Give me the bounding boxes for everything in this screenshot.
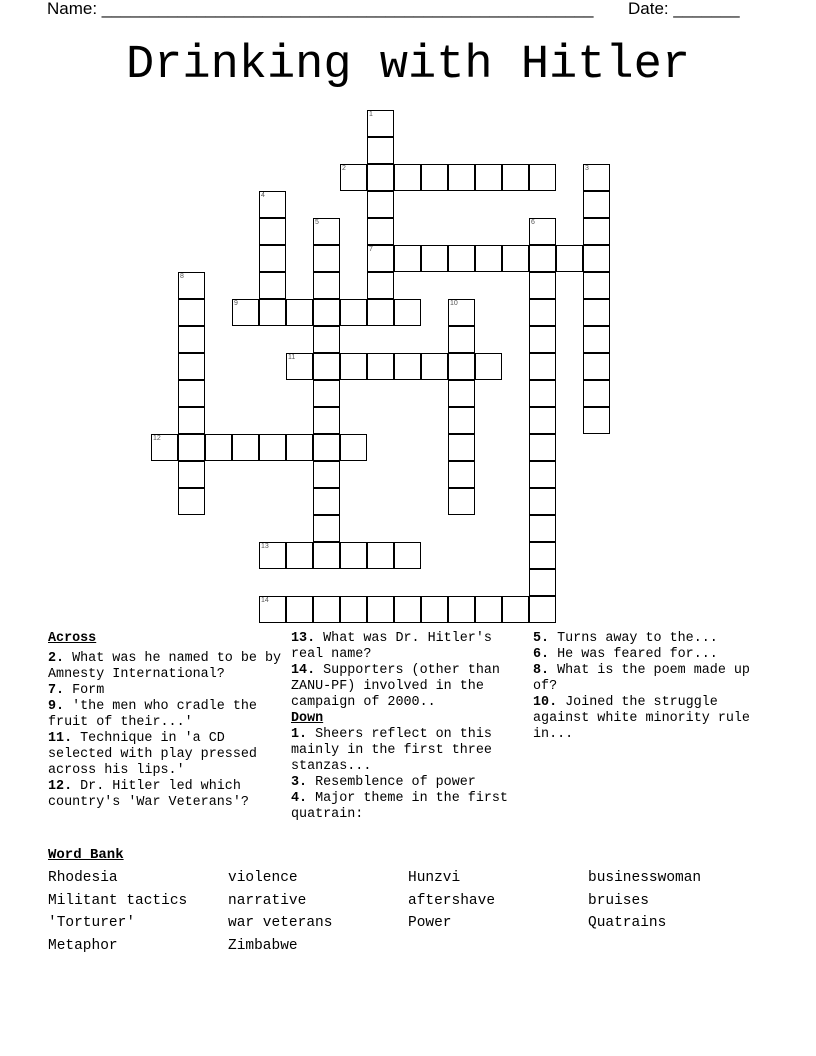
grid-cell[interactable] <box>448 461 475 488</box>
grid-cell[interactable] <box>583 191 610 218</box>
grid-cell[interactable] <box>583 407 610 434</box>
clue-number: 14 <box>261 597 269 604</box>
clue-number: 5 <box>315 219 319 226</box>
grid-cell[interactable] <box>313 407 340 434</box>
grid-cell[interactable] <box>529 245 556 272</box>
clue-number: 3 <box>585 165 589 172</box>
grid-cell[interactable] <box>529 596 556 623</box>
grid-cell[interactable] <box>394 164 421 191</box>
down-heading: Down <box>291 711 324 726</box>
clue-across-11: 11. Technique in 'a CD selected with play pressed across his lips.' <box>48 731 257 778</box>
grid-cell[interactable] <box>529 299 556 326</box>
grid-cell[interactable] <box>313 245 340 272</box>
grid-cell[interactable] <box>259 272 286 299</box>
grid-cell[interactable] <box>340 299 367 326</box>
grid-cell[interactable] <box>313 461 340 488</box>
clue-across-14: 14. Supporters (other than ZANU-PF) involved in the campaign of 2000.. <box>291 663 500 710</box>
clue-number: 1 <box>369 111 373 118</box>
grid-cell[interactable] <box>340 596 367 623</box>
grid-cell[interactable] <box>178 488 205 515</box>
grid-cell[interactable] <box>313 380 340 407</box>
word-bank-item: narrative <box>228 892 307 909</box>
clue-number: 9 <box>234 300 238 307</box>
grid-cell[interactable] <box>529 326 556 353</box>
clue-number: 4 <box>261 192 265 199</box>
grid-cell[interactable] <box>448 299 475 326</box>
grid-cell[interactable] <box>529 515 556 542</box>
word-bank-item: Zimbabwe <box>228 938 298 955</box>
grid-cell[interactable] <box>286 596 313 623</box>
grid-cell[interactable] <box>232 434 259 461</box>
word-bank-item: Militant tactics <box>48 892 188 909</box>
word-bank-item: businesswoman <box>588 870 702 886</box>
clue-column-2 <box>291 631 531 823</box>
grid-cell[interactable] <box>502 596 529 623</box>
grid-cell[interactable] <box>313 434 340 461</box>
grid-cell[interactable] <box>259 542 286 569</box>
clue-across-2: 2. What was he named to be by Amnesty International? <box>48 651 282 682</box>
grid-cell[interactable] <box>529 353 556 380</box>
grid-cell[interactable] <box>556 245 583 272</box>
grid-cell[interactable] <box>367 218 394 245</box>
grid-cell[interactable] <box>313 353 340 380</box>
grid-cell[interactable] <box>583 326 610 353</box>
grid-cell[interactable] <box>232 299 259 326</box>
grid-cell[interactable] <box>475 596 502 623</box>
grid-cell[interactable] <box>313 326 340 353</box>
grid-cell[interactable] <box>313 272 340 299</box>
grid-cell[interactable] <box>475 245 502 272</box>
clue-number: 2 <box>342 165 346 172</box>
clue-down-1: 1. Sheers reflect on this mainly in the first three stanzas... <box>291 727 492 774</box>
grid-cell[interactable] <box>583 218 610 245</box>
grid-cell[interactable] <box>286 542 313 569</box>
word-bank-item: 'Torturer' <box>48 915 136 932</box>
grid-cell[interactable] <box>448 245 475 272</box>
grid-cell[interactable] <box>259 191 286 218</box>
grid-cell[interactable] <box>367 137 394 164</box>
clue-down-4: 4. Major theme in the first quatrain: <box>291 791 508 822</box>
grid-cell[interactable] <box>286 353 313 380</box>
word-bank-item: Quatrains <box>588 915 667 932</box>
grid-cell[interactable] <box>340 434 367 461</box>
grid-cell[interactable] <box>178 461 205 488</box>
grid-cell[interactable] <box>394 542 421 569</box>
grid-cell[interactable] <box>178 353 205 380</box>
clue-column-3 <box>533 631 768 743</box>
grid-cell[interactable] <box>394 353 421 380</box>
grid-cell[interactable] <box>448 596 475 623</box>
clue-across-12: 12. Dr. Hitler led which country's 'War Veterans'? <box>48 779 249 810</box>
grid-cell[interactable] <box>448 434 475 461</box>
grid-cell[interactable] <box>178 434 205 461</box>
word-bank-item: Metaphor <box>48 938 118 955</box>
grid-cell[interactable] <box>259 218 286 245</box>
grid-cell[interactable] <box>367 164 394 191</box>
grid-cell[interactable] <box>448 488 475 515</box>
grid-cell[interactable] <box>475 353 502 380</box>
clue-down-6: 6. He was feared for... <box>533 647 718 662</box>
grid-cell[interactable] <box>421 596 448 623</box>
clue-number: 6 <box>531 219 535 226</box>
grid-cell[interactable] <box>529 461 556 488</box>
grid-cell[interactable] <box>367 272 394 299</box>
grid-cell[interactable] <box>583 380 610 407</box>
grid-cell[interactable] <box>313 542 340 569</box>
grid-cell[interactable] <box>367 245 394 272</box>
word-bank-item: violence <box>228 870 298 886</box>
clue-column-1 <box>48 631 288 811</box>
grid-cell[interactable] <box>448 326 475 353</box>
grid-cell[interactable] <box>583 272 610 299</box>
word-bank-item: aftershave <box>408 892 496 909</box>
grid-cell[interactable] <box>529 380 556 407</box>
grid-cell[interactable] <box>529 488 556 515</box>
grid-cell[interactable] <box>583 164 610 191</box>
across-heading: Across <box>48 631 97 646</box>
grid-cell[interactable] <box>178 299 205 326</box>
grid-cell[interactable] <box>313 596 340 623</box>
word-bank-item: Hunzvi <box>408 870 461 886</box>
clue-number: 7 <box>369 246 373 253</box>
grid-cell[interactable] <box>259 434 286 461</box>
grid-cell[interactable] <box>340 164 367 191</box>
clue-number: 12 <box>153 435 161 442</box>
word-bank-item: war veterans <box>228 915 333 932</box>
word-bank-item: Power <box>408 915 452 932</box>
grid-cell[interactable] <box>448 353 475 380</box>
grid-cell[interactable] <box>583 245 610 272</box>
grid-cell[interactable] <box>583 353 610 380</box>
name-field-label: Name: ____________________________________________________ <box>47 0 594 18</box>
grid-cell[interactable] <box>448 407 475 434</box>
grid-cell[interactable] <box>448 380 475 407</box>
clue-across-13: 13. What was Dr. Hitler's real name? <box>291 631 492 662</box>
grid-cell[interactable] <box>313 515 340 542</box>
grid-cell[interactable] <box>475 164 502 191</box>
clue-down-8: 8. What is the poem made up of? <box>533 663 750 694</box>
clue-down-10: 10. Joined the struggle against white minority rule in... <box>533 695 750 742</box>
grid-cell[interactable] <box>529 164 556 191</box>
clue-number: 10 <box>450 300 458 307</box>
grid-cell[interactable] <box>178 272 205 299</box>
grid-cell[interactable] <box>340 353 367 380</box>
word-bank-item: Rhodesia <box>48 870 118 886</box>
clue-down-3: 3. Resemblence of power <box>291 775 476 790</box>
grid-cell[interactable] <box>367 110 394 137</box>
grid-cell[interactable] <box>178 407 205 434</box>
grid-cell[interactable] <box>367 542 394 569</box>
grid-cell[interactable] <box>286 434 313 461</box>
clue-across-7: 7. Form <box>48 683 105 698</box>
grid-cell[interactable] <box>286 299 313 326</box>
grid-cell[interactable] <box>313 488 340 515</box>
grid-cell[interactable] <box>259 299 286 326</box>
grid-cell[interactable] <box>529 434 556 461</box>
grid-cell[interactable] <box>313 299 340 326</box>
grid-cell[interactable] <box>583 299 610 326</box>
clue-number: 13 <box>261 543 269 550</box>
grid-cell[interactable] <box>340 542 367 569</box>
date-field-label: Date: _______ <box>628 0 740 18</box>
grid-cell[interactable] <box>529 407 556 434</box>
grid-cell[interactable] <box>367 596 394 623</box>
grid-cell[interactable] <box>367 299 394 326</box>
grid-cell[interactable] <box>421 353 448 380</box>
grid-cell[interactable] <box>502 245 529 272</box>
word-bank-item: bruises <box>588 892 649 909</box>
grid-cell[interactable] <box>529 218 556 245</box>
grid-cell[interactable] <box>448 164 475 191</box>
grid-cell[interactable] <box>529 542 556 569</box>
grid-cell[interactable] <box>502 164 529 191</box>
grid-cell[interactable] <box>178 326 205 353</box>
word-bank-heading: Word Bank <box>48 847 124 863</box>
grid-cell[interactable] <box>259 596 286 623</box>
clue-number: 8 <box>180 273 184 280</box>
grid-cell[interactable] <box>313 218 340 245</box>
clue-down-5: 5. Turns away to the... <box>533 631 718 646</box>
grid-cell[interactable] <box>367 191 394 218</box>
grid-cell[interactable] <box>259 245 286 272</box>
grid-cell[interactable] <box>151 434 178 461</box>
grid-cell[interactable] <box>394 245 421 272</box>
grid-cell[interactable] <box>421 245 448 272</box>
grid-cell[interactable] <box>529 272 556 299</box>
grid-cell[interactable] <box>529 569 556 596</box>
grid-cell[interactable] <box>367 353 394 380</box>
grid-cell[interactable] <box>394 596 421 623</box>
clue-across-9: 9. 'the men who cradle the fruit of their...' <box>48 699 257 730</box>
page-title: Drinking with Hitler <box>125 39 691 92</box>
grid-cell[interactable] <box>394 299 421 326</box>
clue-number: 11 <box>288 354 296 361</box>
grid-cell[interactable] <box>178 380 205 407</box>
grid-cell[interactable] <box>421 164 448 191</box>
grid-cell[interactable] <box>205 434 232 461</box>
